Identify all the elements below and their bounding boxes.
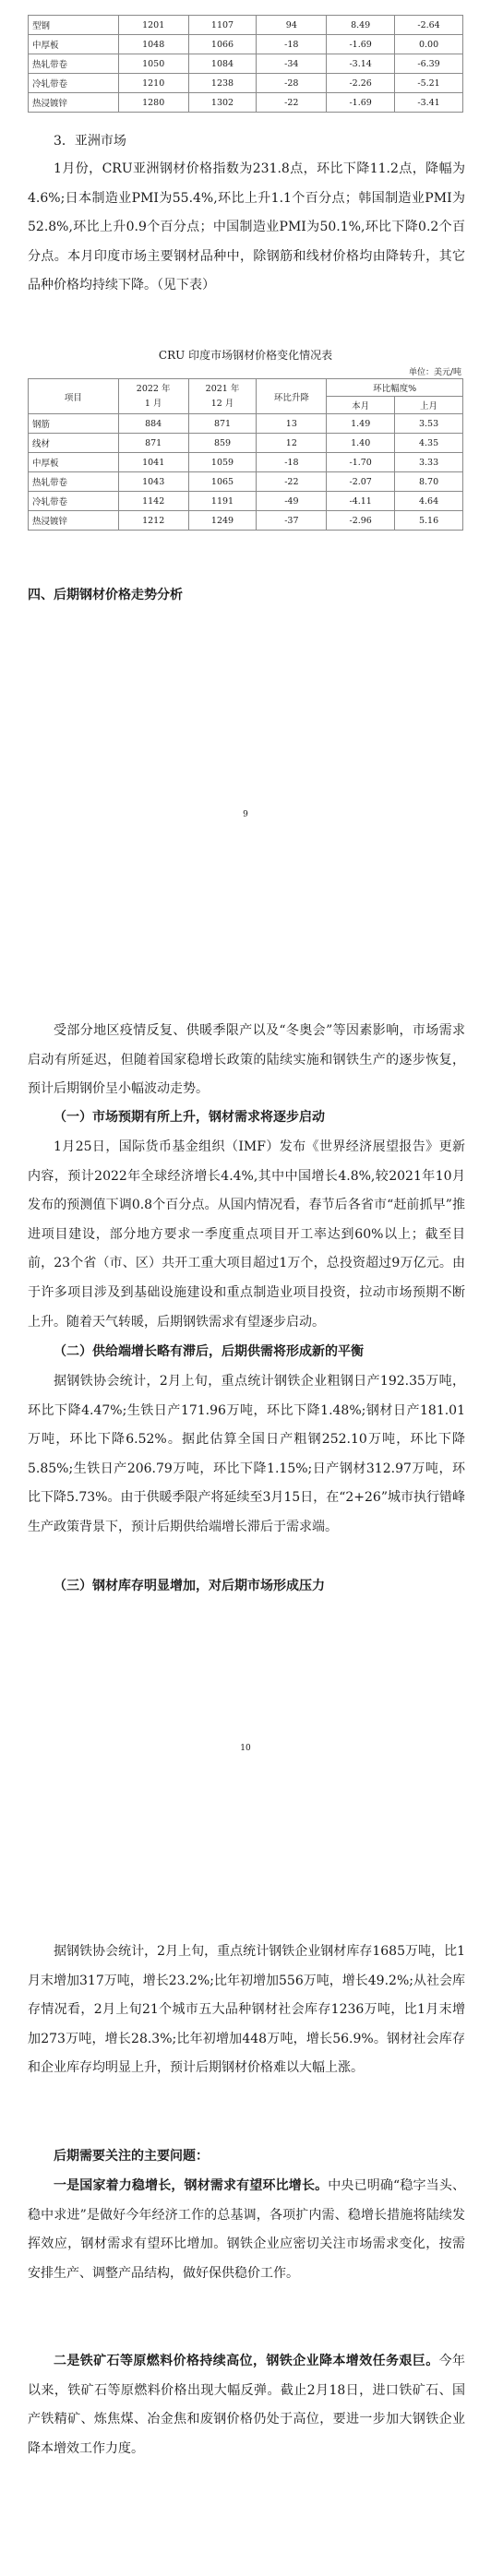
issue2-lead: 二是铁矿石等原燃料价格持续高位，钢铁企业降本增效任务艰巨。: [54, 2354, 439, 2368]
issue2-text: [28, 2347, 465, 2463]
value-cell: 1280: [118, 93, 188, 113]
issue1-body: 中央已明确“稳字当头、稳中求进”是做好今年经济工作的总基调，各项扩内需、稳增长措施将陆续发挥效应，钢材需求有望环比增加。钢铁企业应密切关注市场需求变化，按需安排生产、调整产品结构，做好保供稳价工作。: [28, 2178, 465, 2281]
header-item: 项目: [29, 379, 119, 414]
value-cell: 1041: [118, 453, 188, 472]
header-2021-month: 12 月: [210, 398, 234, 409]
table-india-prices: [28, 378, 463, 531]
row-label-cell: 中厚板: [29, 35, 119, 54]
value-cell: 12: [257, 434, 327, 453]
value-cell: -34: [257, 54, 327, 74]
table-row: [29, 16, 463, 35]
value-cell: -2.07: [327, 472, 395, 492]
sub1-title-text: （一）市场预期有所上升，钢材需求将逐步启动: [54, 1110, 325, 1125]
value-cell: 1.40: [327, 434, 395, 453]
value-cell: -1.69: [327, 93, 395, 113]
table-row: [29, 511, 463, 531]
table-row: [29, 492, 463, 511]
value-cell: 1050: [118, 54, 188, 74]
header-2022-month: 1 月: [144, 398, 162, 409]
sub1-title: [28, 1103, 465, 1133]
inventory-text: 据钢铁协会统计，2月上旬，重点统计钢铁企业钢材库存1685万吨，比1月末增加317万吨，增长23.2%;比年初增加556万吨，增长49.2%;从社会库存情况看，2月上旬21个城市五大品种钢材社会库存1236万吨，比1月末增加273万吨，增长28.3%;比年初增加448万吨，增长56.9%。钢材社会库存和企业库存均明显上升，预计后期钢材价格难以大幅上涨。: [28, 1944, 465, 2076]
table-row: [29, 74, 463, 93]
sub3-title-text: （三）钢材库存明显增加，对后期市场形成压力: [54, 1579, 325, 1593]
issue1-lead: 一是国家着力稳增长，钢材需求有望环比增长。: [54, 2178, 329, 2193]
issue2-paragraph: [28, 2347, 465, 2463]
row-label-cell: 线材: [29, 434, 119, 453]
row-label-cell: 冷轧带卷: [29, 74, 119, 93]
value-cell: -1.69: [327, 35, 395, 54]
value-cell: 1201: [118, 16, 188, 35]
sub2-paragraph: [28, 1367, 465, 1543]
value-cell: 4.35: [395, 434, 463, 453]
attention-title-text: 后期需要关注的主要问题：: [54, 2149, 209, 2164]
value-cell: -28: [257, 74, 327, 93]
value-cell: 1212: [118, 511, 188, 531]
section3-title: 3．亚洲市场: [54, 134, 126, 149]
value-cell: -5.21: [395, 74, 463, 93]
value-cell: 1238: [188, 74, 257, 93]
value-cell: 94: [257, 16, 327, 35]
row-label-cell: 中厚板: [29, 453, 119, 472]
value-cell: 1065: [188, 472, 257, 492]
sub2-title-text: （二）供给端增长略有滞后，后期供需将形成新的平衡: [54, 1344, 364, 1359]
value-cell: 0.00: [395, 35, 463, 54]
row-label-cell: 热轧带卷: [29, 54, 119, 74]
value-cell: 871: [188, 414, 257, 434]
value-cell: 871: [118, 434, 188, 453]
value-cell: 1066: [188, 35, 257, 54]
value-cell: 8.49: [327, 16, 395, 35]
issue1-paragraph: [28, 2172, 465, 2288]
page-number-10: 10: [240, 1744, 251, 1753]
row-label-cell: 热轧带卷: [29, 472, 119, 492]
value-cell: -37: [257, 511, 327, 531]
table-eu-prices-continued: [28, 15, 463, 113]
value-cell: 1142: [118, 492, 188, 511]
table-row: [29, 93, 463, 113]
value-cell: -49: [257, 492, 327, 511]
value-cell: 1084: [188, 54, 257, 74]
value-cell: -22: [257, 472, 327, 492]
attention-title: [28, 2142, 465, 2172]
value-cell: -4.11: [327, 492, 395, 511]
asia-market-text: 1月份，CRU亚洲钢材价格指数为231.8点，环比下降11.2点，降幅为4.6%;日本制造业PMI为55.4%,环比上升1.1个百分点；韩国制造业PMI为52.8%,环比上升0.9个百分点；中国制造业PMI为50.1%,环比下降0.2个百分点。本月印度市场主要钢材品种中，除钢筋和线材价格均由降转升，其它品种价格均持续下降。（见下表）: [28, 161, 465, 293]
value-cell: -6.39: [395, 54, 463, 74]
header-last-month: 上月: [395, 397, 463, 414]
value-cell: 1043: [118, 472, 188, 492]
value-cell: 1191: [188, 492, 257, 511]
issue1-text: [28, 2172, 465, 2288]
header-2022: [118, 379, 188, 414]
table2-unit: 单位：美元/吨: [408, 368, 461, 377]
issue2-body: 今年以来，铁矿石等原燃料价格出现大幅反弹。截止2月18日，进口铁矿石、国产铁精矿、炼焦煤、冶金焦和废钢价格仍处于高位，要进一步加大钢铁企业降本增效工作力度。: [28, 2354, 466, 2456]
table-row: [29, 453, 463, 472]
value-cell: -3.14: [327, 54, 395, 74]
intro-text: 受部分地区疫情反复、供暖季限产以及“冬奥会”等因素影响，市场需求启动有所延迟，但随着国家稳增长政策的陆续实施和钢铁生产的逐步恢复，预计后期钢价呈小幅波动走势。: [28, 1023, 465, 1097]
value-cell: 1249: [188, 511, 257, 531]
row-label-cell: 钢筋: [29, 414, 119, 434]
header-2022-year: 2022 年: [136, 383, 171, 394]
value-cell: -18: [257, 35, 327, 54]
value-cell: 1107: [188, 16, 257, 35]
value-cell: 1302: [188, 93, 257, 113]
value-cell: 1.49: [327, 414, 395, 434]
value-cell: 3.33: [395, 453, 463, 472]
sub3-title: [28, 1572, 465, 1602]
value-cell: 4.64: [395, 492, 463, 511]
header-2021-year: 2021 年: [205, 383, 240, 394]
row-label-cell: 热浸镀锌: [29, 511, 119, 531]
value-cell: 3.53: [395, 414, 463, 434]
intro-paragraph: [28, 1017, 465, 1104]
value-cell: 884: [118, 414, 188, 434]
value-cell: 5.16: [395, 511, 463, 531]
value-cell: -2.26: [327, 74, 395, 93]
value-cell: 8.70: [395, 472, 463, 492]
inventory-paragraph: [28, 1938, 465, 2083]
table-row: [29, 434, 463, 453]
row-label-cell: 型钢: [29, 16, 119, 35]
table-row: [29, 35, 463, 54]
value-cell: 1210: [118, 74, 188, 93]
sub1-paragraph: [28, 1133, 465, 1337]
table2-title: CRU 印度市场钢材价格变化情况表: [158, 349, 333, 362]
value-cell: 1059: [188, 453, 257, 472]
value-cell: -2.96: [327, 511, 395, 531]
row-label-cell: 热浸镀锌: [29, 93, 119, 113]
value-cell: 13: [257, 414, 327, 434]
value-cell: 1048: [118, 35, 188, 54]
value-cell: -18: [257, 453, 327, 472]
sub1-text: 1月25日，国际货币基金组织（IMF）发布《世界经济展望报告》更新内容，预计2022年全球经济增长4.4%,其中中国增长4.8%,较2021年10月发布的预测值下调0.8个百分点。从国内情况看，春节后各省市“赶前抓早”推进项目建设，部分地方要求一季度重点项目开工率达到60%以上；截至目前，23个省（市、区）共开工重大项目超过1万个，总投资超过9万亿元。由于许多项目涉及到基础设施建设和重点制造业项目投资，拉动市场预期不断上升。随着天气转暖，后期钢铁需求有望逐步启动。: [28, 1139, 465, 1330]
table-row: [29, 472, 463, 492]
header-change: 环比升降: [257, 379, 327, 414]
page-number-9: 9: [243, 810, 248, 819]
section4-title: 四、后期钢材价格走势分析: [28, 588, 183, 602]
table-row: [29, 54, 463, 74]
asia-market-paragraph: [28, 155, 465, 301]
header-2021: [188, 379, 257, 414]
header-this-month: 本月: [327, 397, 395, 414]
table-row: [29, 414, 463, 434]
row-label-cell: 冷轧带卷: [29, 492, 119, 511]
value-cell: -22: [257, 93, 327, 113]
sub2-title: [28, 1338, 465, 1367]
value-cell: 859: [188, 434, 257, 453]
value-cell: -2.64: [395, 16, 463, 35]
sub2-text: 据钢铁协会统计，2月上旬，重点统计钢铁企业粗钢日产192.35万吨，环比下降4.47%;生铁日产171.96万吨，环比下降1.48%;钢材日产181.01万吨，环比下降6.52%。据此估算全国日产粗钢252.10万吨，环比下降5.85%;生铁日产206.79万吨，环比下降1.15%;日产钢材312.97万吨，环比下降5.73%。由于供暖季限产将延续至3月15日，在“2+26”城市执行错峰生产政策背景下，预计后期供给端增长滞后于需求端。: [28, 1374, 465, 1534]
value-cell: -3.41: [395, 93, 463, 113]
value-cell: -1.70: [327, 453, 395, 472]
header-pct-group: 环比幅度%: [327, 379, 463, 397]
